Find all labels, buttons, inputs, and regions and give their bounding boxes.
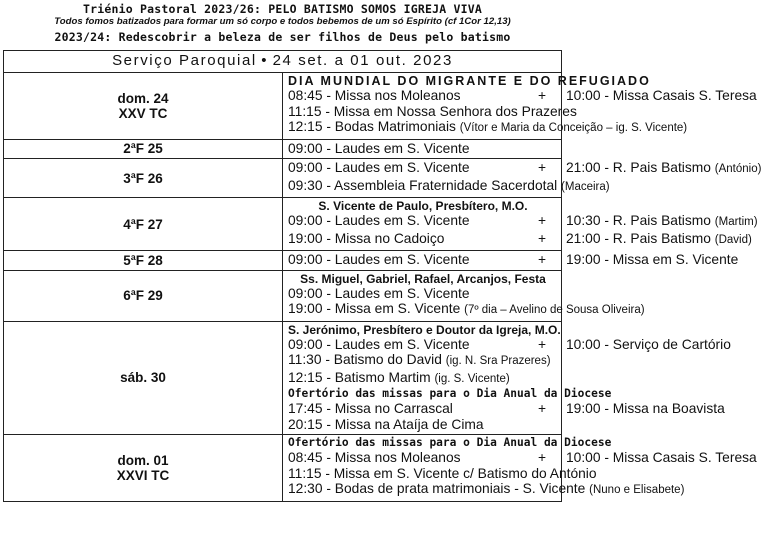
schedule-entry: [288, 213, 758, 231]
day-heading: S. Jerónimo, Presbítero e Doutor da Igreja, M.O.: [288, 322, 561, 337]
schedule-band-row: [4, 51, 562, 73]
day-label: [4, 159, 283, 198]
day-row: [4, 159, 562, 198]
entry-text: 09:00 - Laudes em S. Vicente: [288, 252, 470, 267]
entry-text-secondary: 10:00 - Missa Casais S. Teresa: [566, 450, 757, 465]
entry-text: 19:00 - Missa no Cadoiço: [288, 230, 445, 246]
entry-text-secondary: 10:00 - Serviço de Cartório: [566, 336, 731, 352]
entry-text: 19:00 - Missa em S. Vicente: [288, 301, 461, 316]
entry-text-secondary: 21:00 - R. Pais Batismo: [566, 230, 711, 246]
day-name: 5ªF 28: [123, 252, 163, 268]
schedule-entry: [288, 481, 685, 499]
day-events: [283, 198, 758, 251]
day-events: [283, 270, 645, 321]
day-name: dom. 01: [117, 452, 169, 468]
day-name: sáb. 30: [120, 370, 166, 386]
entry-text-secondary: 10:00 - Missa Casais S. Teresa: [566, 88, 757, 103]
schedule-entry: [288, 119, 688, 137]
plus-separator: +: [538, 230, 547, 246]
day-events: [283, 435, 757, 502]
entry-note: (Vítor e Maria da Conceição – ig. S. Vicente): [459, 122, 688, 134]
entry-note: (7º dia – Avelino de Sousa Oliveira): [464, 304, 645, 316]
plus-separator: +: [538, 88, 547, 103]
day-label: [4, 198, 283, 251]
entry-text: 09:00 - Laudes em S. Vicente: [288, 336, 470, 352]
day-heading: Ofertório das missas para o Dia Anual da Diocese: [288, 436, 612, 449]
day-events: [283, 73, 757, 140]
entry-text: 11:15 - Missa em Nossa Senhora dos Prazeres: [288, 103, 577, 119]
schedule-entry: [288, 252, 739, 268]
entry-text: 17:45 - Missa no Carrascal: [288, 401, 453, 416]
band-dates: 24 set. a 01 out. 2023: [272, 52, 453, 69]
entry-text: 08:45 - Missa nos Moleanos: [288, 450, 461, 465]
day-name: 2ªF 25: [123, 141, 163, 157]
schedule-entry: [288, 286, 558, 302]
schedule-entry: [288, 88, 757, 104]
schedule-band: [4, 51, 562, 73]
entry-text: 09:30 - Assembleia Fraternidade Sacerdotal: [288, 177, 558, 193]
day-events: [283, 321, 731, 435]
schedule-entry: [288, 230, 752, 249]
day-row: [4, 321, 562, 435]
scripture-quote: Todos fomos batizados para formar um só corpo e todos bebemos de um só Espírito (cf 1Cor 12,13): [54, 16, 511, 27]
entry-text: 11:15 - Missa em S. Vicente c/ Batismo do António: [288, 465, 597, 481]
entry-text: 09:00 - Laudes em S. Vicente: [288, 285, 470, 301]
schedule-entry: [288, 301, 645, 319]
plus-separator: +: [538, 213, 547, 228]
entry-text: 20:15 - Missa na Ataíja de Cima: [288, 416, 484, 432]
year-theme: 2023/24: Redescobrir a beleza de ser filhos de Deus pelo batismo: [54, 30, 511, 44]
band-bullet: •: [261, 52, 269, 69]
entry-note: (Martim): [714, 216, 758, 228]
day-events: [283, 139, 562, 159]
day-heading: Ss. Miguel, Gabriel, Rafael, Arcanjos, Festa: [300, 271, 546, 286]
schedule-entry: [288, 465, 597, 482]
day-events: [283, 159, 761, 198]
entry-note: (Nuno e Elisabete): [589, 484, 685, 496]
schedule-table: [3, 50, 761, 502]
day-label: [4, 270, 283, 321]
day-label: [4, 321, 283, 435]
entry-note: (Maceira): [561, 180, 610, 193]
entry-text-secondary: 10:30 - R. Pais Batismo: [566, 213, 711, 228]
day-row: [4, 270, 562, 321]
day-row: [4, 73, 562, 140]
day-label: [4, 73, 283, 140]
day-events: [283, 251, 739, 271]
day-label: [4, 251, 283, 271]
entry-text-secondary: 19:00 - Missa em S. Vicente: [566, 252, 739, 267]
day-row: [4, 139, 562, 159]
schedule-entry: [288, 370, 558, 388]
day-row: [4, 435, 562, 502]
day-name: dom. 24: [117, 90, 169, 106]
entry-text: 12:15 - Bodas Matrimoniais: [288, 119, 456, 134]
day-heading: S. Vicente de Paulo, Presbítero, M.O.: [318, 199, 528, 213]
plus-separator: +: [538, 450, 547, 465]
day-heading: DIA MUNDIAL DO MIGRANTE E DO REFUGIADO: [288, 74, 651, 88]
schedule-entry: [288, 450, 757, 466]
schedule-entry: [288, 103, 577, 120]
schedule-entry: [288, 352, 558, 370]
schedule-entry: [288, 141, 558, 157]
plus-separator: +: [538, 336, 547, 352]
entry-note: (ig. S. Vicente): [434, 372, 510, 385]
schedule-entry: [288, 401, 725, 417]
entry-text: 12:15 - Batismo Martim: [288, 369, 431, 385]
schedule-entry: [288, 160, 761, 178]
liturgical-week: XXV TC: [118, 105, 168, 121]
day-label: [4, 139, 283, 159]
plus-separator: +: [538, 160, 547, 175]
liturgical-week: XXVI TC: [116, 467, 170, 483]
entry-note: (António): [714, 163, 761, 175]
entry-text: 08:45 - Missa nos Moleanos: [288, 88, 461, 103]
day-name: 3ªF 26: [123, 170, 163, 186]
schedule-entry: [288, 177, 610, 196]
day-name: 4ªF 27: [123, 216, 163, 232]
entry-note: (ig. N. Sra Prazeres): [445, 355, 551, 367]
day-name: 6ªF 29: [123, 288, 163, 303]
entry-text: 09:00 - Laudes em S. Vicente: [288, 140, 470, 156]
day-row: [4, 198, 562, 251]
plus-separator: +: [538, 401, 547, 416]
schedule-entry: [288, 336, 731, 353]
entry-text: 11:30 - Batismo do David: [288, 352, 442, 367]
band-title: Serviço Paroquial: [112, 52, 257, 69]
entry-text-secondary: 21:00 - R. Pais Batismo: [566, 160, 711, 175]
day-heading: Ofertório das missas para o Dia Anual da Diocese: [288, 387, 612, 400]
day-label: [4, 435, 283, 502]
day-row: [4, 251, 562, 271]
plus-separator: +: [538, 252, 547, 267]
entry-note: (David): [714, 233, 752, 246]
pastoral-triennium-title: Triénio Pastoral 2023/26: PELO BATISMO SOMOS IGREJA VIVA: [83, 2, 482, 16]
entry-text: 09:00 - Laudes em S. Vicente: [288, 160, 470, 175]
schedule-entry: [288, 417, 558, 433]
entry-text: 09:00 - Laudes em S. Vicente: [288, 213, 470, 228]
entry-text: 12:30 - Bodas de prata matrimoniais - S. Vicente: [288, 481, 586, 496]
entry-text-secondary: 19:00 - Missa na Boavista: [566, 401, 725, 416]
